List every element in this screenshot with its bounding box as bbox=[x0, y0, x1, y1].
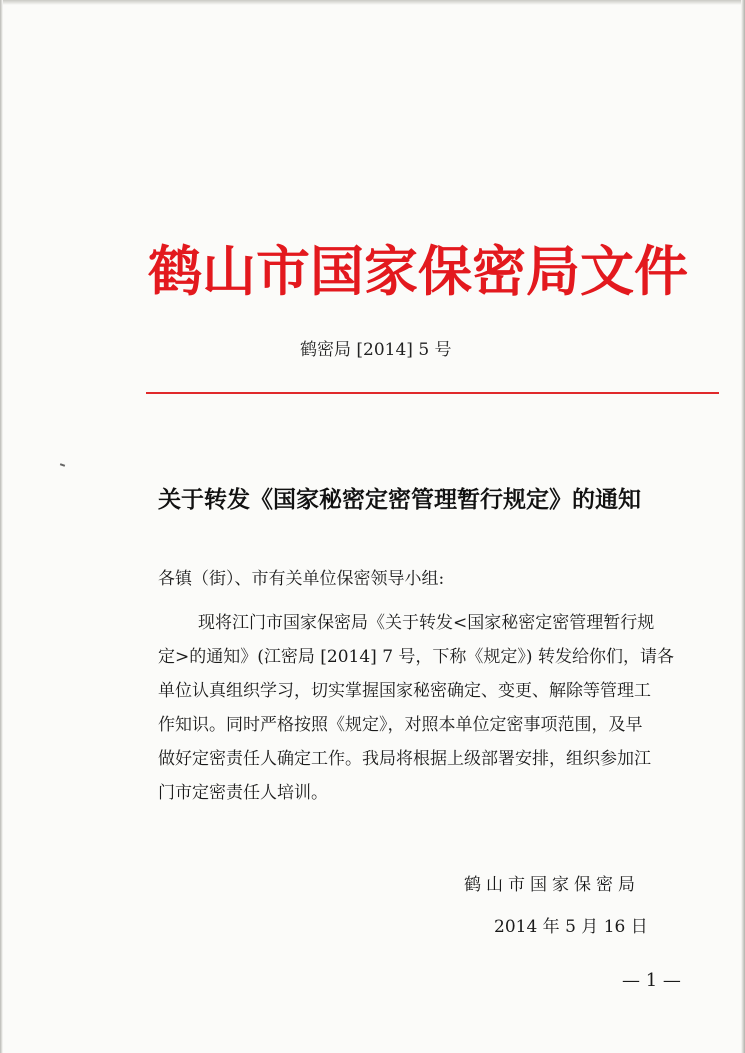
scan-speck bbox=[60, 463, 65, 467]
scan-edge-left bbox=[0, 0, 3, 1053]
body-paragraph bbox=[158, 606, 718, 810]
red-divider-line bbox=[146, 392, 719, 394]
page-number: — 1 — bbox=[622, 970, 681, 991]
body-line: 做好定密责任人确定工作。我局将根据上级部署安排，组织参加江 bbox=[158, 749, 651, 769]
scan-edge-right bbox=[741, 0, 745, 1053]
body-line: 作知识。同时严格按照《规定》，对照本单位定密事项范围，及早 bbox=[158, 715, 643, 735]
document-header-title: 鹤山市国家保密局文件 bbox=[148, 239, 688, 303]
body-line: 定>的通知》(江密局 [2014] 7 号，下称《规定》) 转发给你们，请各 bbox=[158, 647, 674, 667]
salutation: 各镇（街）、市有关单位保密领导小组: bbox=[158, 569, 445, 589]
notice-title: 关于转发《国家秘密定密管理暂行规定》的通知 bbox=[158, 486, 641, 513]
scan-edge-top bbox=[0, 0, 745, 5]
signature-date: 2014 年 5 月 16 日 bbox=[494, 917, 648, 937]
body-line: 单位认真组织学习，切实掌握国家秘密确定、变更、解除等管理工 bbox=[158, 681, 651, 701]
body-line: 门市定密责任人培训。 bbox=[158, 783, 328, 803]
document-number: 鹤密局 [2014] 5 号 bbox=[300, 340, 452, 360]
body-line: 现将江门市国家保密局《关于转发<国家秘密定密管理暂行规 bbox=[198, 613, 655, 633]
signature-organization: 鹤山市国家保密局 bbox=[464, 875, 640, 895]
